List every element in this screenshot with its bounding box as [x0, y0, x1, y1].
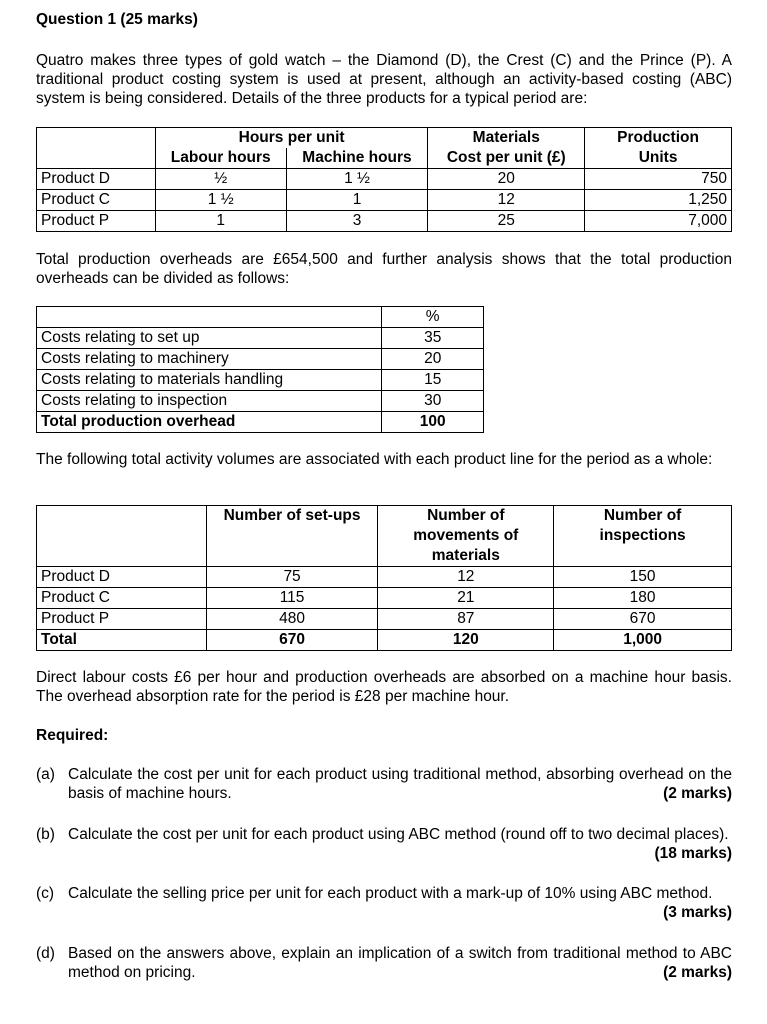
product-details-table	[36, 127, 732, 232]
overheads-paragraph: Total production overheads are £654,500 and further analysis shows that the total production overheads can be divided as follows:	[36, 251, 732, 287]
table-row	[37, 567, 732, 588]
hours-per-unit-header: Hours per unit	[155, 128, 428, 149]
question-marks: (18 marks)	[654, 845, 732, 862]
question-text: Based on the answers above, explain an implication of a switch from traditional method to ABC method on pricing.	[68, 945, 732, 981]
overhead-split-table	[36, 306, 484, 433]
table-total-row	[37, 630, 732, 651]
inspections-value: 150	[554, 567, 732, 588]
question-label: (c)	[36, 885, 55, 902]
movements-header-line: materials	[431, 547, 500, 564]
machine-hours-value: 3	[286, 211, 428, 232]
question-title: Question 1 (25 marks)	[36, 11, 198, 28]
question-marks: (2 marks)	[663, 785, 732, 802]
product-label: Product D	[37, 169, 156, 190]
table-row	[37, 211, 732, 232]
inspections-value: 180	[554, 588, 732, 609]
movements-header	[378, 506, 554, 567]
machine-hours-value: 1 ½	[286, 169, 428, 190]
question-text: Calculate the cost per unit for each product using ABC method (round off to two decimal places).	[68, 826, 729, 843]
cost-category-label: Costs relating to machinery	[37, 349, 382, 370]
total-overhead-value: 100	[382, 412, 484, 433]
cost-percent-value: 15	[382, 370, 484, 391]
total-label: Total	[37, 630, 207, 651]
materials-cost-value: 12	[428, 190, 585, 211]
production-units-value: 7,000	[585, 211, 732, 232]
table-row	[37, 190, 732, 211]
machine-hours-header: Machine hours	[286, 148, 428, 169]
materials-cost-header: Cost per unit (£)	[428, 148, 585, 169]
inspections-header-line: inspections	[599, 527, 686, 544]
empty-header-cell	[37, 307, 382, 328]
table-header-row	[37, 307, 484, 328]
table-row	[37, 609, 732, 630]
question-label: (b)	[36, 826, 55, 843]
labour-hours-value: ½	[155, 169, 286, 190]
required-heading: Required:	[36, 727, 109, 744]
activity-volumes-table	[36, 505, 732, 651]
labour-hours-value: 1	[155, 211, 286, 232]
question-text: Calculate the cost per unit for each product using traditional method, absorbing overhead on the basis of machine hours.	[68, 766, 732, 802]
machine-hours-value: 1	[286, 190, 428, 211]
question-marks: (2 marks)	[663, 964, 732, 981]
cost-percent-value: 30	[382, 391, 484, 412]
intro-paragraph: Quatro makes three types of gold watch – the Diamond (D), the Crest (C) and the Prince (P). A traditional product costing system is used at present, although an activity-based costing (ABC) system is being considered. Details of the three products for a typical period are:	[36, 52, 732, 107]
setups-value: 115	[206, 588, 378, 609]
materials-cost-value: 20	[428, 169, 585, 190]
movements-value: 12	[378, 567, 554, 588]
total-inspections-value: 1,000	[554, 630, 732, 651]
product-label: Product C	[37, 588, 207, 609]
total-overhead-label: Total production overhead	[37, 412, 382, 433]
product-label: Product C	[37, 190, 156, 211]
table-header-row	[37, 128, 732, 149]
table-row	[37, 169, 732, 190]
total-movements-value: 120	[378, 630, 554, 651]
activity-paragraph: The following total activity volumes are associated with each product line for the period as a whole:	[36, 451, 713, 468]
empty-header-cell	[37, 128, 156, 149]
labour-paragraph: Direct labour costs £6 per hour and production overheads are absorbed on a machine hour basis. The overhead absorption rate for the period is £28 per machine hour.	[36, 669, 732, 705]
product-label: Product D	[37, 567, 207, 588]
movements-header-line: movements of	[413, 527, 519, 544]
table-row	[37, 328, 484, 349]
table-total-row	[37, 412, 484, 433]
inspections-value: 670	[554, 609, 732, 630]
inspections-header	[554, 506, 732, 567]
setups-value: 480	[206, 609, 378, 630]
empty-header-cell	[37, 506, 207, 567]
table-subheader-row	[37, 148, 732, 169]
cost-category-label: Costs relating to materials handling	[37, 370, 382, 391]
table-row	[37, 370, 484, 391]
materials-cost-value: 25	[428, 211, 585, 232]
inspections-header-line: Number of	[603, 507, 682, 524]
cost-percent-value: 20	[382, 349, 484, 370]
table-row	[37, 391, 484, 412]
movements-value: 87	[378, 609, 554, 630]
movements-value: 21	[378, 588, 554, 609]
total-setups-value: 670	[206, 630, 378, 651]
question-marks: (3 marks)	[663, 904, 732, 921]
percent-header: %	[382, 307, 484, 328]
table-row	[37, 349, 484, 370]
empty-subheader-cell	[37, 148, 156, 169]
production-header: Production	[585, 128, 732, 149]
table-header-row	[37, 506, 732, 567]
production-units-header: Units	[585, 148, 732, 169]
materials-header: Materials	[428, 128, 585, 149]
cost-category-label: Costs relating to set up	[37, 328, 382, 349]
setups-value: 75	[206, 567, 378, 588]
labour-hours-header: Labour hours	[155, 148, 286, 169]
production-units-value: 1,250	[585, 190, 732, 211]
cost-percent-value: 35	[382, 328, 484, 349]
production-units-value: 750	[585, 169, 732, 190]
question-text: Calculate the selling price per unit for each product with a mark-up of 10% using ABC method.	[68, 885, 713, 902]
labour-hours-value: 1 ½	[155, 190, 286, 211]
question-label: (d)	[36, 945, 55, 962]
product-label: Product P	[37, 211, 156, 232]
question-label: (a)	[36, 766, 55, 783]
movements-header-line: Number of	[427, 507, 505, 524]
cost-category-label: Costs relating to inspection	[37, 391, 382, 412]
setups-header: Number of set-ups	[206, 506, 378, 567]
table-row	[37, 588, 732, 609]
product-label: Product P	[37, 609, 207, 630]
